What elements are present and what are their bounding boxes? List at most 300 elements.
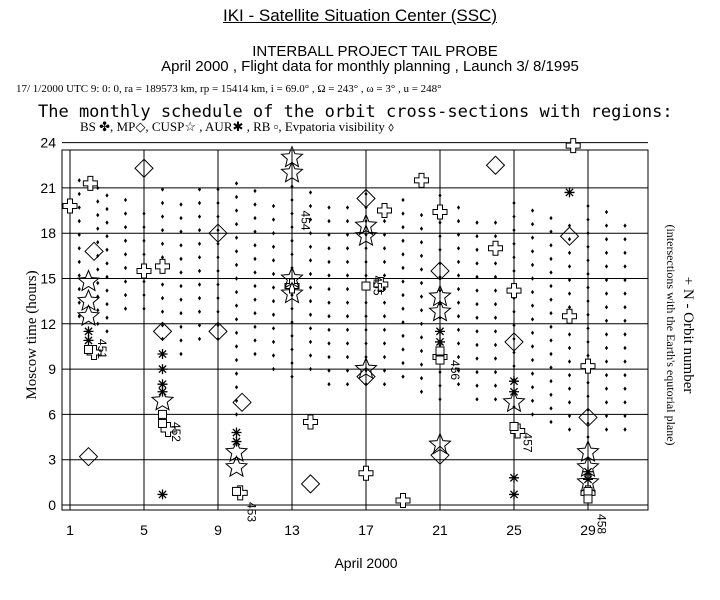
mp-marker bbox=[80, 448, 98, 466]
visibility-dot bbox=[586, 245, 589, 249]
visibility-dot bbox=[309, 353, 312, 357]
region-markers bbox=[63, 139, 599, 508]
visibility-dot bbox=[401, 279, 404, 283]
visibility-dot bbox=[568, 291, 571, 295]
bs-marker bbox=[489, 241, 503, 255]
x-tick-label: 5 bbox=[140, 522, 148, 538]
mp-marker bbox=[85, 242, 103, 260]
visibility-dot bbox=[235, 371, 238, 375]
visibility-dot bbox=[494, 384, 497, 388]
visibility-dot bbox=[475, 356, 478, 360]
visibility-dot bbox=[272, 367, 275, 371]
orbit-number-label: 453 bbox=[244, 501, 259, 523]
visibility-dot bbox=[124, 252, 127, 256]
visibility-markers bbox=[78, 178, 627, 439]
visibility-dot bbox=[216, 269, 219, 273]
visibility-dot bbox=[272, 299, 275, 303]
x-tick-label: 9 bbox=[214, 522, 222, 538]
visibility-dot bbox=[605, 387, 608, 391]
visibility-dot bbox=[309, 313, 312, 317]
visibility-dot bbox=[364, 260, 367, 264]
visibility-dot bbox=[96, 199, 99, 203]
visibility-dot bbox=[124, 225, 127, 229]
visibility-dot bbox=[364, 192, 367, 196]
visibility-dot bbox=[549, 420, 552, 424]
visibility-dot bbox=[401, 225, 404, 229]
visibility-dot bbox=[290, 334, 293, 338]
aur-marker bbox=[509, 387, 519, 397]
visibility-dot bbox=[216, 214, 219, 218]
visibility-dot bbox=[96, 213, 99, 217]
visibility-dot bbox=[438, 370, 441, 374]
grid bbox=[62, 143, 648, 510]
visibility-dot bbox=[401, 334, 404, 338]
visibility-dot bbox=[475, 248, 478, 252]
visibility-dot bbox=[605, 373, 608, 377]
visibility-dot bbox=[253, 243, 256, 247]
visibility-dot bbox=[216, 310, 219, 314]
x-tick-label: 25 bbox=[506, 522, 522, 538]
visibility-dot bbox=[420, 226, 423, 230]
visibility-dot bbox=[568, 237, 571, 241]
visibility-dot bbox=[78, 205, 81, 209]
visibility-dot bbox=[253, 311, 256, 315]
visibility-dot bbox=[327, 328, 330, 332]
visibility-dot bbox=[105, 261, 108, 265]
visibility-dot bbox=[531, 208, 534, 212]
visibility-dot bbox=[253, 216, 256, 220]
visibility-dot bbox=[420, 376, 423, 380]
visibility-dot bbox=[235, 385, 238, 389]
visibility-dot bbox=[105, 288, 108, 292]
visibility-dot bbox=[512, 228, 515, 232]
visibility-dot bbox=[309, 231, 312, 235]
aur-marker bbox=[509, 376, 519, 386]
visibility-dot bbox=[179, 325, 182, 329]
visibility-dot bbox=[549, 311, 552, 315]
x-tick-label: 21 bbox=[432, 522, 448, 538]
visibility-dot bbox=[568, 346, 571, 350]
visibility-dot bbox=[272, 258, 275, 262]
visibility-dot bbox=[272, 353, 275, 357]
visibility-dot bbox=[346, 287, 349, 291]
visibility-dot bbox=[327, 382, 330, 386]
visibility-dot bbox=[623, 223, 626, 227]
visibility-dot bbox=[475, 302, 478, 306]
rb-marker bbox=[85, 345, 93, 353]
bs-marker bbox=[304, 415, 318, 429]
visibility-dot bbox=[401, 198, 404, 202]
visibility-dot bbox=[401, 347, 404, 351]
visibility-dot bbox=[605, 264, 608, 268]
visibility-dot bbox=[272, 231, 275, 235]
visibility-dot bbox=[198, 269, 201, 273]
visibility-dot bbox=[142, 307, 145, 311]
visibility-dot bbox=[494, 316, 497, 320]
aur-marker bbox=[158, 349, 168, 359]
visibility-dot bbox=[272, 313, 275, 317]
aur-marker bbox=[84, 335, 94, 345]
visibility-dot bbox=[457, 287, 460, 291]
visibility-dot bbox=[420, 240, 423, 244]
visibility-dot bbox=[290, 211, 293, 215]
visibility-dot bbox=[272, 272, 275, 276]
visibility-dot bbox=[216, 282, 219, 286]
visibility-dot bbox=[531, 317, 534, 321]
visibility-dot bbox=[549, 270, 552, 274]
visibility-dot bbox=[78, 287, 81, 291]
visibility-dot bbox=[475, 220, 478, 224]
visibility-dot bbox=[235, 290, 238, 294]
visibility-dot bbox=[78, 273, 81, 277]
visibility-dot bbox=[364, 219, 367, 223]
right-axis-sublabel: (intersections with the Earth's equtorial plane) bbox=[664, 224, 678, 446]
x-tick-label: 13 bbox=[284, 522, 300, 538]
mp-marker bbox=[233, 393, 251, 411]
visibility-dot bbox=[568, 305, 571, 309]
visibility-dot bbox=[586, 380, 589, 384]
visibility-dot bbox=[105, 302, 108, 306]
visibility-dot bbox=[586, 394, 589, 398]
visibility-dot bbox=[124, 198, 127, 202]
aur-marker bbox=[232, 437, 242, 447]
visibility-dot bbox=[179, 243, 182, 247]
visibility-dot bbox=[235, 331, 238, 335]
y-tick-label: 15 bbox=[40, 270, 56, 287]
visibility-dot bbox=[253, 189, 256, 193]
visibility-dot bbox=[327, 314, 330, 318]
orbit-number-label: 451 bbox=[94, 338, 109, 359]
visibility-dot bbox=[161, 282, 164, 286]
visibility-dot bbox=[253, 257, 256, 261]
visibility-dot bbox=[253, 270, 256, 274]
visibility-dot bbox=[309, 326, 312, 330]
visibility-dot bbox=[401, 252, 404, 256]
visibility-dot bbox=[475, 343, 478, 347]
visibility-dot bbox=[346, 260, 349, 264]
bs-marker bbox=[507, 284, 521, 298]
visibility-dot bbox=[96, 322, 99, 326]
visibility-dot bbox=[290, 293, 293, 297]
visibility-dot bbox=[346, 273, 349, 277]
visibility-dot bbox=[568, 427, 571, 431]
visibility-dot bbox=[198, 310, 201, 314]
visibility-dot bbox=[475, 261, 478, 265]
visibility-dot bbox=[253, 325, 256, 329]
visibility-dot bbox=[475, 329, 478, 333]
visibility-dot bbox=[512, 269, 515, 273]
visibility-dot bbox=[605, 400, 608, 404]
visibility-dot bbox=[586, 204, 589, 208]
visibility-dot bbox=[235, 412, 238, 416]
visibility-dot bbox=[420, 213, 423, 217]
visibility-dot bbox=[179, 284, 182, 288]
visibility-dot bbox=[346, 355, 349, 359]
visibility-dot bbox=[549, 406, 552, 410]
visibility-dot bbox=[272, 245, 275, 249]
cusp-marker bbox=[78, 305, 99, 325]
project-title: INTERBALL PROJECT TAIL PROBE bbox=[252, 43, 498, 60]
visibility-dot bbox=[420, 308, 423, 312]
rb-marker bbox=[436, 356, 444, 364]
visibility-dot bbox=[124, 307, 127, 311]
visibility-dot bbox=[512, 201, 515, 205]
visibility-dot bbox=[623, 291, 626, 295]
y-tick-label: 12 bbox=[40, 315, 56, 332]
visibility-dot bbox=[142, 252, 145, 256]
visibility-dot bbox=[253, 297, 256, 301]
visibility-dot bbox=[272, 340, 275, 344]
visibility-dot bbox=[235, 303, 238, 307]
visibility-dot bbox=[475, 316, 478, 320]
visibility-dot bbox=[420, 294, 423, 298]
visibility-dot bbox=[309, 245, 312, 249]
visibility-dot bbox=[586, 313, 589, 317]
visibility-dot bbox=[494, 261, 497, 265]
rb-marker bbox=[362, 282, 370, 290]
schedule-title: The monthly schedule of the orbit cross-sections with regions: bbox=[38, 102, 673, 122]
y-axis-label: Moscow time (hours) bbox=[24, 270, 40, 400]
visibility-dot bbox=[346, 205, 349, 209]
aur-marker bbox=[509, 473, 519, 483]
visibility-dot bbox=[253, 202, 256, 206]
visibility-dot bbox=[235, 249, 238, 253]
visibility-dot bbox=[605, 359, 608, 363]
visibility-dot bbox=[96, 240, 99, 244]
visibility-dot bbox=[549, 325, 552, 329]
chart-subtitle: April 2000 , Flight data for monthly planning , Launch 3/ 8/1995 bbox=[161, 58, 579, 75]
visibility-dot bbox=[605, 346, 608, 350]
visibility-dot bbox=[512, 242, 515, 246]
visibility-dot bbox=[401, 374, 404, 378]
y-tick-label: 24 bbox=[40, 134, 56, 151]
visibility-dot bbox=[475, 397, 478, 401]
visibility-dot bbox=[179, 338, 182, 342]
y-tick-label: 18 bbox=[40, 225, 56, 242]
visibility-dot bbox=[512, 214, 515, 218]
visibility-dot bbox=[78, 246, 81, 250]
visibility-dot bbox=[78, 300, 81, 304]
visibility-dot bbox=[568, 400, 571, 404]
visibility-dot bbox=[605, 305, 608, 309]
visibility-dot bbox=[586, 299, 589, 303]
visibility-dot bbox=[549, 243, 552, 247]
visibility-dot bbox=[179, 297, 182, 301]
visibility-dot bbox=[512, 364, 515, 368]
visibility-dot bbox=[438, 193, 441, 197]
visibility-dot bbox=[179, 311, 182, 315]
visibility-dot bbox=[235, 317, 238, 321]
orbit-number-label: 455 bbox=[370, 275, 385, 296]
visibility-dot bbox=[161, 214, 164, 218]
visibility-dot bbox=[420, 390, 423, 394]
visibility-dot bbox=[494, 220, 497, 224]
visibility-dot bbox=[586, 258, 589, 262]
visibility-dot bbox=[383, 341, 386, 345]
visibility-dot bbox=[494, 356, 497, 360]
visibility-dot bbox=[309, 272, 312, 276]
visibility-dot bbox=[623, 319, 626, 323]
right-axis-label: + N - Orbit number bbox=[680, 276, 696, 394]
visibility-dot bbox=[78, 219, 81, 223]
visibility-dot bbox=[161, 255, 164, 259]
bs-marker bbox=[137, 264, 151, 278]
visibility-dot bbox=[531, 290, 534, 294]
visibility-dot bbox=[512, 255, 515, 259]
visibility-dot bbox=[253, 284, 256, 288]
y-tick-label: 21 bbox=[40, 179, 56, 196]
visibility-dot bbox=[531, 399, 534, 403]
visibility-dot bbox=[623, 359, 626, 363]
visibility-dot bbox=[309, 285, 312, 289]
visibility-dot bbox=[586, 285, 589, 289]
visibility-dot bbox=[198, 201, 201, 205]
orbit-number-labels bbox=[95, 211, 609, 535]
visibility-dot bbox=[309, 190, 312, 194]
visibility-dot bbox=[364, 328, 367, 332]
visibility-dot bbox=[346, 300, 349, 304]
visibility-dot bbox=[512, 310, 515, 314]
visibility-dot bbox=[494, 329, 497, 333]
visibility-dot bbox=[290, 307, 293, 311]
visibility-dot bbox=[457, 205, 460, 209]
y-tick-label: 3 bbox=[48, 451, 56, 468]
rb-marker bbox=[510, 422, 518, 430]
visibility-dot bbox=[78, 192, 81, 196]
rb-marker bbox=[233, 487, 241, 495]
bs-marker bbox=[563, 309, 577, 323]
visibility-dot bbox=[531, 222, 534, 226]
visibility-dot bbox=[105, 316, 108, 320]
visibility-dot bbox=[124, 279, 127, 283]
visibility-dot bbox=[401, 211, 404, 215]
visibility-dot bbox=[309, 299, 312, 303]
visibility-dot bbox=[124, 211, 127, 215]
visibility-dot bbox=[457, 273, 460, 277]
visibility-dot bbox=[235, 263, 238, 267]
visibility-dot bbox=[475, 288, 478, 292]
visibility-dot bbox=[309, 367, 312, 371]
x-tick-label: 29 bbox=[580, 522, 596, 538]
visibility-dot bbox=[124, 293, 127, 297]
visibility-dot bbox=[438, 384, 441, 388]
rb-marker bbox=[584, 487, 592, 495]
visibility-dot bbox=[549, 297, 552, 301]
visibility-dot bbox=[383, 382, 386, 386]
visibility-dot bbox=[309, 340, 312, 344]
visibility-dot bbox=[531, 249, 534, 253]
visibility-dot bbox=[235, 208, 238, 212]
visibility-dot bbox=[457, 219, 460, 223]
visibility-dot bbox=[457, 382, 460, 386]
visibility-dot bbox=[161, 228, 164, 232]
bs-marker bbox=[359, 466, 373, 480]
visibility-dot bbox=[549, 338, 552, 342]
bs-marker bbox=[378, 204, 392, 218]
visibility-dot bbox=[327, 219, 330, 223]
visibility-dot bbox=[623, 264, 626, 268]
aur-marker bbox=[232, 428, 242, 438]
visibility-dot bbox=[198, 228, 201, 232]
visibility-dot bbox=[586, 326, 589, 330]
visibility-dot bbox=[623, 305, 626, 309]
visibility-dot bbox=[549, 352, 552, 356]
visibility-dot bbox=[235, 236, 238, 240]
visibility-dot bbox=[494, 234, 497, 238]
visibility-dot bbox=[179, 202, 182, 206]
visibility-dot bbox=[623, 251, 626, 255]
visibility-dot bbox=[420, 362, 423, 366]
orbit-number-label: 452 bbox=[168, 421, 183, 442]
visibility-dot bbox=[549, 393, 552, 397]
visibility-dot bbox=[142, 225, 145, 229]
visibility-dot bbox=[438, 248, 441, 252]
visibility-dot bbox=[568, 332, 571, 336]
visibility-dot bbox=[235, 222, 238, 226]
visibility-dot bbox=[623, 400, 626, 404]
visibility-dot bbox=[198, 337, 201, 341]
visibility-dot bbox=[105, 248, 108, 252]
visibility-dot bbox=[605, 223, 608, 227]
visibility-dot bbox=[327, 273, 330, 277]
aur-marker bbox=[435, 337, 445, 347]
visibility-dot bbox=[420, 281, 423, 285]
visibility-dot bbox=[327, 355, 330, 359]
visibility-dot bbox=[124, 266, 127, 270]
visibility-dot bbox=[346, 328, 349, 332]
visibility-dot bbox=[327, 205, 330, 209]
visibility-dot bbox=[364, 341, 367, 345]
visibility-dot bbox=[586, 340, 589, 344]
y-tick-label: 9 bbox=[48, 361, 56, 378]
visibility-dot bbox=[623, 427, 626, 431]
visibility-dot bbox=[346, 219, 349, 223]
visibility-dot bbox=[586, 435, 589, 439]
visibility-dot bbox=[531, 276, 534, 280]
visibility-dot bbox=[457, 300, 460, 304]
visibility-dot bbox=[383, 355, 386, 359]
visibility-dot bbox=[420, 335, 423, 339]
rb-marker bbox=[159, 410, 167, 418]
visibility-dot bbox=[161, 310, 164, 314]
visibility-dot bbox=[235, 181, 238, 185]
visibility-dot bbox=[198, 255, 201, 259]
visibility-dot bbox=[235, 195, 238, 199]
visibility-dot bbox=[383, 219, 386, 223]
visibility-dot bbox=[124, 239, 127, 243]
visibility-dot bbox=[290, 225, 293, 229]
visibility-dot bbox=[235, 344, 238, 348]
visibility-dot bbox=[235, 358, 238, 362]
visibility-dot bbox=[549, 216, 552, 220]
mp-marker bbox=[561, 227, 579, 245]
visibility-dot bbox=[494, 288, 497, 292]
visibility-dot bbox=[161, 201, 164, 205]
visibility-dot bbox=[346, 382, 349, 386]
visibility-dot bbox=[161, 296, 164, 300]
visibility-dot bbox=[531, 236, 534, 240]
rb-marker bbox=[436, 347, 444, 355]
y-tick-label: 6 bbox=[48, 406, 56, 423]
rb-marker bbox=[159, 419, 167, 427]
aur-marker bbox=[158, 364, 168, 374]
visibility-dot bbox=[142, 293, 145, 297]
visibility-dot bbox=[549, 257, 552, 261]
visibility-dot bbox=[272, 285, 275, 289]
visibility-dot bbox=[401, 307, 404, 311]
visibility-dot bbox=[531, 358, 534, 362]
visibility-dot bbox=[568, 373, 571, 377]
